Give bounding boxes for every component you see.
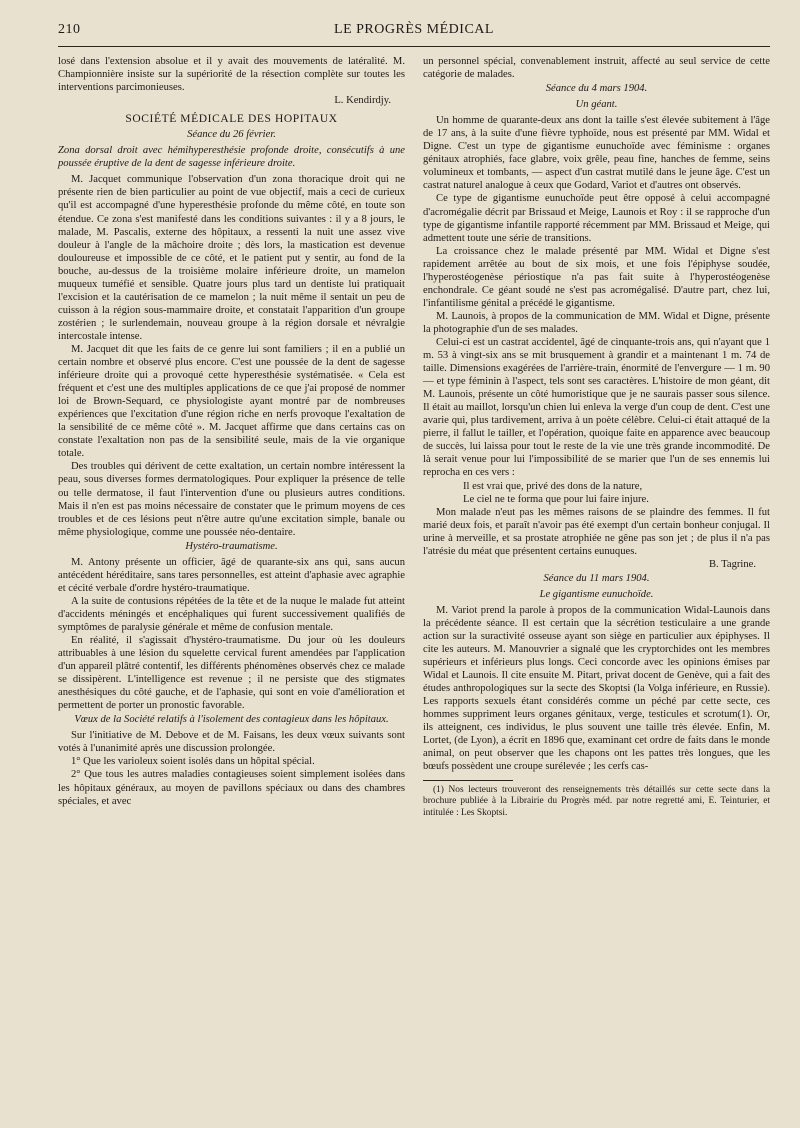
session-heading: Séance du 26 février. bbox=[187, 129, 276, 141]
intro-paragraph: losé dans l'extension absolue et il y avait des mouvements de latéralité. M. Championnière insiste sur la supériorité de la résection complète sur toutes les interventions parcimonieuses. bbox=[58, 56, 405, 94]
voeux-heading: Vœux de la Société relatifs à l'isolement des contagieux dans les hôpitaux. bbox=[74, 714, 389, 726]
paragraph: Sur l'initiative de M. Debove et de M. Faisans, les deux vœux suivants sont votés à l'unanimité après une discussion prolongée. bbox=[58, 730, 405, 755]
paragraph: Un homme de quarante-deux ans dont la taille s'est élevée subitement à l'âge de 17 ans, à la suite d'une fièvre typhoïde, nous est présenté par MM. Widal et Digne. C'est un type de gigantisme eunuchoïde avec féminisme : organes génitaux atrophiés, face glabre, voix grêle, peau fine, hanches de femme, seins volumineux et tombants, — aspect d'un castrat mutilé dans le jeune âge. C'est un castrat naturel analogue à ceux que Godard, Variot et d'autres ont observés. bbox=[423, 115, 770, 192]
header-rule bbox=[58, 46, 770, 47]
right-column bbox=[423, 55, 770, 819]
paragraph: Des troubles qui dérivent de cette exaltation, un certain nombre intéressent la peau, sous diverses formes dermatologiques. Pour expliquer la présence de telle ou telle dermatose, il faut l'intervention d'une ou plusieurs autres conditions. Mais il n'en est pas moins nécessaire de constater que le primum moyens de ces troubles et de ces lésions peut n'être autre qu'une excitation simple, banale ou même physiologique, comme une poussée néo-dentaire. bbox=[58, 461, 405, 538]
paragraph: Mon malade n'eut pas les mêmes raisons de se plaindre des femmes. Il fut marié deux fois, et paraît n'avoir pas été exempt d'un certain bonheur conjugal. Il urine à merveille, et sa prostate atrophiée ne gêne pas son jet ; de plus il n'a pas l'atrésie du méat que présentent certains eunuques. bbox=[423, 506, 770, 557]
zona-title: Zona dorsal droit avec hémihyperesthésie profonde droite, consécutifs à une poussée éruptive de la dent de sagesse inférieure droite. bbox=[58, 145, 405, 170]
left-column bbox=[58, 55, 405, 819]
journal-title: LE PROGRÈS MÉDICAL bbox=[334, 22, 494, 37]
paragraph: M. Jacquet dit que les faits de ce genre lui sont familiers ; il en a publié un certain nombre et observé plus encore. C'est une poussée de la dent de sagesse inférieure droite qui a provoqué cette hyperesthésie systématisée. « Cela est fréquent et c'est une des multiples applications de ce que j'ai proposé de nommer loi de Brown-Sequard, ce physiologiste ayant montré par de nombreuses expériences que l'excitation d'une région riche en nerfs provoque l'exaltation de la sensibilité de ce même côté ». M. Jacquet affirme que dans certains cas on constate l'exaltation non pas de la sensibilité seule, mais de la vie organique totale. bbox=[58, 343, 405, 460]
footnote bbox=[423, 785, 770, 820]
paragraph: M. Antony présente un officier, âgé de quarante-six ans qui, sans aucun antécédent héréditaire, sans tares personnelles, est atteint d'aphasie avec agraphie et cécité verbale d'ordre hystéro-traumatique. bbox=[58, 556, 405, 594]
paragraph: A la suite de contusions répétées de la tête et de la nuque le malade fut atteint d'accidents méningés et encéphaliques qui furent successivement qualifiés de symptômes de paralysie générale et même de confusion mentale. bbox=[58, 595, 405, 633]
footnote-rule bbox=[423, 780, 513, 781]
paragraph: Ce type de gigantisme eunuchoïde peut être opposé à celui accompagné d'acromégalie décrit par Brissaud et Meige, Launois et Roy : il se rapproche d'un type de gigantisme infantile rapporté récemment par MM. Brissaud et Meige, qui admettent toute une série de transitions. bbox=[423, 193, 770, 244]
session-heading: Séance du 11 mars 1904. bbox=[543, 572, 650, 584]
geant-heading: Un géant. bbox=[575, 99, 618, 111]
page-header bbox=[58, 20, 770, 40]
verse-line: Il est vrai que, privé des dons de la nature, bbox=[463, 480, 643, 492]
two-column-body bbox=[58, 55, 770, 819]
paragraph: 2° Que tous les autres maladies contagieuses soient simplement isolées dans les hôpitaux généraux, au moyen de pavillons spéciaux ou dans des chambres spéciales, et avec bbox=[58, 769, 405, 807]
intro-signature: L. Kendirdjy. bbox=[334, 95, 391, 107]
gigantisme-heading: Le gigantisme eunuchoïde. bbox=[539, 588, 654, 600]
article-signature: B. Tagrine. bbox=[708, 558, 756, 570]
paragraph: M. Launois, à propos de la communication de MM. Widal et Digne, présente la photographie d'un de ses malades. bbox=[423, 310, 770, 335]
paragraph: un personnel spécial, convenablement instruit, affecté au seul service de cette catégorie de malades. bbox=[423, 56, 770, 81]
paragraph: M. Jacquet communique l'observation d'un zona thoracique droit qui ne présente rien de bien particulier au point de vue objectif, mais a ceci de curieux qu'il est accompagné d'une hyperesthésie profonde du même côté, en toute son étendue. Ce zona s'est manifesté dans les conditions suivantes : il y a 8 jours, le malade, M. Pascalis, externe des hôpitaux, a ressenti la nuit une assez vive douleur à l'angle de la mâchoire droite ; dès lors, la mastication est devenue douloureuse et impossible de ce côté, et le patient put y sentir, au fond de la bouche, au-dessus de la troisième molaire inférieure droite, un mamelon muqueux tuméfié et sensible. Quatre jours plus tard un dentiste lui pratiquait l'excision et la cautérisation de ce mamelon ; la nuit même il sentait un peu de cuisson à la région sous-mammaire droite, et constatait l'apparition d'un groupe zostérien ; le surlendemain, nouveau groupe à la région dorsale et névralgie intercostale intense. bbox=[58, 174, 405, 342]
verse-line: Le ciel ne te forma que pour lui faire injure. bbox=[463, 493, 649, 505]
paragraph: 1° Que les varioleux soient isolés dans un hôpital spécial. bbox=[71, 756, 315, 768]
hystero-heading: Hystéro-traumatisme. bbox=[185, 540, 278, 552]
footnote-text: (1) Nos lecteurs trouveront des renseignements très détaillés sur cette secte dans la brochure publiée à la Librairie du Progrès méd. par notre regretté ami, E. Teinturier, et intitulée : Les Skoptsi. bbox=[423, 784, 770, 818]
paragraph: En réalité, il s'agissait d'hystéro-traumatisme. Du jour où les douleurs attribuables à une lésion du squelette cervical furent amendées par l'application d'un appareil plâtré contentif, les différents phénomènes observés chez ce malade se dissipèrent. L'intelligence est revenue ; il ne persiste que des stigmates anesthésiques du côté gauche, et de l'aphasie, qui sont en voie d'amélioration et permettent de porter un pronostic favorable. bbox=[58, 635, 405, 712]
page-number: 210 bbox=[58, 22, 81, 37]
paragraph: Celui-ci est un castrat accidentel, âgé de cinquante-trois ans, qui n'ayant que 1 m. 53 à vingt-six ans se mit brusquement à grandir et a maintenant 1 m. 74 de taille. Dimensions exagérées de l'arrière-train, énormité de l'envergure — 1 m. 90 — et type féminin à l'aspect, tels sont ses caractères. L'histoire de mon géant, dit M. Launois, présente un côté humoristique que je ne saurais passer sous silence. Il était au maillot, lorsqu'un chien lui enleva la verge d'un coup de dent. C'est une avarie qui, plus tardivement, arriva à un poète célèbre. Celui-ci était attaqué de la pierre, il fallut le tailler, et l'opération, quoique faite en apparence avec beaucoup de succès, lui laissa pour tout le reste de la vie une très grande incommodité. De là serait venue pour lui l'impossibilité de se marier que l'un de ses ennemis lui reprocha en ces vers : bbox=[423, 336, 770, 479]
society-heading: SOCIÉTÉ MÉDICALE DES HOPITAUX bbox=[125, 113, 338, 126]
paragraph: M. Variot prend la parole à propos de la communication Widal-Launois dans la précédente séance. Il est certain que la sécrétion testiculaire a une grande action sur la suractivité osseuse ayant son siège en particulier aux épiphyses. Il cite les auteurs. M. Manouvrier a signalé que les cryptorchides ont les membres supérieurs et inférieurs plus longs. Ceci concorde avec les opinions émises par Widal et Launois. Il cite ensuite M. Pitart, privat docent de Genève, qui a fait des études anthropologiques sur la secte des Skoptsi (la Volga inférieure, en Russie). Les rapports sexuels étant considérés comme un péché par cette secte, ces hommes suppriment leurs organes génitaux, verge, testicules et scrotum(1). Or, ils atteignent, ces individus, le plus souvent une taille très élevée. Enfin, M. Lortet, (de Lyon), a écrit en 1896 que, examinant cet ordre de faits dans le monde animal, on peut observer que les chapons ont les pattes très longues, que les bœufs possèdent une croupe surélevée ; les cerfs cas- bbox=[423, 604, 770, 773]
session-heading: Séance du 4 mars 1904. bbox=[545, 83, 648, 95]
paragraph: La croissance chez le malade présenté par MM. Widal et Digne s'est rapidement arrêtée au bout de six mois, et une fois l'épiphyse soudée, l'hyperostéogenèse périostique n'a pas fait suite à l'hyperostéogenèse enchondrale. Ce géant soudé ne s'est pas acromégalisé. D'autre part, chez lui, l'infantilisme génital a précédé le gigantisme. bbox=[423, 245, 770, 309]
